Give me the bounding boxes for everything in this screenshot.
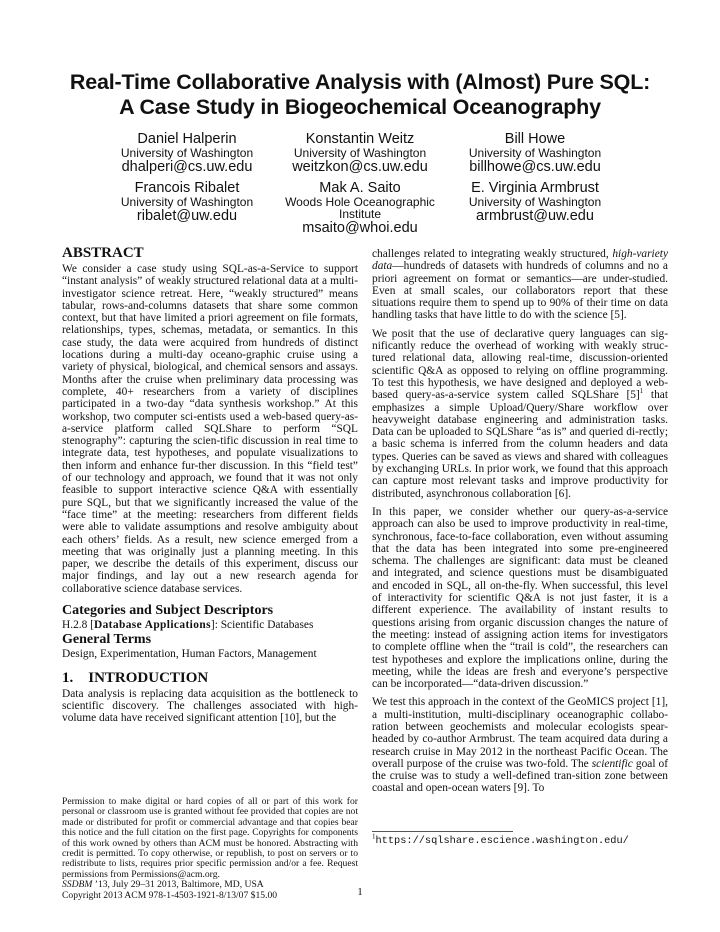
title-line-1: Real-Time Collaborative Analysis with (Almost) Pure SQL: — [69, 70, 651, 94]
footnote-mark[interactable]: 1 — [639, 387, 644, 396]
author-name: Francois Ribalet — [134, 180, 240, 196]
text-run: We test this approach in the context of the GeoMICS project [1], a multi-institution, multi-disciplinary oceanographic collabo-ration between geochemists and molecular ecologists spear-headed by co-author Armbrust. The team acquired data during a research cruise in May 2012 in the northeast Pacific Ocean. The overall purpose of the cruise was two-fold. The — [372, 696, 668, 770]
abstract-heading: ABSTRACT — [62, 245, 144, 261]
category-name: Database Applications — [93, 619, 211, 632]
intro-paragraph-3: In this paper, we consider whether our query-as-a-service approach can also be used to improve productivity in real-time, synchronous, face-to-face collaboration, even without assuming that the data has been integrated into some pre-engineered schema. The challenges are significant: data must be cleaned and integrated, and science questions must be disambiguated and encoded in SQL, all on-the-fly. When successful, this level of interactivity for scientific Q&A is not just faster, it is a different experience. The availability of instant results to questions arising from organic discussion changes the nature of the meeting: instead of assigning action items for investigators to complete offline when the “trail is cold”, the researchers can test hypotheses and explore the implications online, during the meeting, while the ideas are fresh and everyone’s perspective can be incorporated—“data-driven discussion.” — [372, 505, 668, 691]
abstract-text: We consider a case study using SQL-as-a-Service to support “instant analysis” of weakly structured relational data at a multi-investigator science retreat. Here, “weakly structured” means tabular, rows-and-columns datasets that share some common context, but that have limited a priori agreement on file formats, relationships, types, schemas, metadata, or semantics. In this case study, the data were acquired from hundreds of distinct locations during a multi-day oceano-graphic cruise using a variety of physical, biological, and chemical sensors and assays. Months after the cruise when preliminary data processing was complete, 40+ researchers from a variety of disciplines participated in a two-day “data synthesis workshop.” At this workshop, two computer sci-entists used a web-based query-as-a-service platform called SQLShare to perform “SQL stenography”: capturing the scien-tific discussion in real time to integrate data, test hypotheses, and populate visualizations to then inform and enhance fur-ther discussion. In this “field test” of our technology and approach, we found that it was not only feasible to support interactive science Q&A with essentially pure SQL, but that we significantly increased the value of the “face time” at the meeting: researchers from different fields were able to validate assumptions and resolve ambiguity about each others’ fields. As a result, new science emerged from a meeting that was originally just a planning meeting. In this paper, we describe the details of this experiment, discuss our major findings, and lay out a new research agenda for collaborative science database services. — [62, 263, 358, 595]
author-name: Daniel Halperin — [137, 131, 237, 147]
emphasis-text: scientific — [591, 757, 633, 770]
category-subject: ]: Scientific Databases — [210, 619, 314, 632]
author-affiliation: Woods Hole Oceanographic — [285, 195, 435, 209]
categories-text — [62, 619, 358, 631]
author-affiliation: University of Washington — [293, 146, 427, 160]
footnote-number: 1 — [372, 832, 376, 841]
author-name: E. Virginia Armbrust — [471, 180, 599, 196]
author-email[interactable]: ribalet@uw.edu — [136, 208, 238, 224]
introduction-heading: 1. INTRODUCTION — [62, 669, 209, 686]
intro-paragraph-1 — [372, 248, 668, 322]
author-name: Bill Howe — [504, 131, 566, 147]
author-affiliation: University of Washington — [120, 195, 254, 209]
copyright-line: Copyright 2013 ACM 978-1-4503-1921-8/13/07 $15.00 — [62, 889, 278, 901]
author-card — [425, 131, 645, 176]
footnote — [372, 832, 672, 847]
text-run: —hundreds of datasets with hundreds of columns and no a priori agreement on format or semantics—are under-studied. Even at small scales, our collaborators report that these situations require them to spend up to 90% of their time on data handling tasks that have little to do with the science [5]. — [372, 260, 668, 322]
text-run: that emphasizes a simple Upload/Query/Share workflow over heavyweight database engineering and administration tasks. Data can be uploaded to SQLShare “as is” and queried di-rectly; a basic schema is inferred from the column headers and data types. Queries can be saved as views and shared with colleagues by exchanging URLs. In prior work, we found that this approach can capture most relevant tasks and improve productivity for distributed, asynchronous collaboration [6]. — [372, 389, 668, 500]
author-email[interactable]: dhalperi@cs.uw.edu — [121, 159, 253, 175]
venue-name: SSDBM — [62, 879, 93, 891]
introduction-text: Data analysis is replacing data acquisition as the bottleneck to scientific discovery. The challenges associated with high-volume data have received significant attention [10], but the — [62, 687, 358, 725]
author-affiliation-line-2: Institute — [338, 207, 382, 221]
author-email[interactable]: msaito@whoi.edu — [302, 220, 418, 236]
general-terms-text: Design, Experimentation, Human Factors, Management — [62, 648, 317, 661]
left-column — [62, 246, 358, 725]
author-email[interactable]: armbrust@uw.edu — [476, 208, 594, 224]
footnote-divider — [372, 831, 513, 832]
author-email[interactable]: billhowe@cs.uw.edu — [469, 159, 601, 175]
general-terms-heading: General Terms — [62, 632, 152, 648]
author-name: Konstantin Weitz — [305, 131, 415, 147]
page-number: 1 — [357, 886, 363, 898]
categories-heading: Categories and Subject Descriptors — [62, 603, 274, 619]
category-code: H.2.8 [ — [62, 619, 94, 632]
author-affiliation: University of Washington — [120, 146, 254, 160]
venue-details: ’13, July 29–31 2013, Baltimore, MD, USA — [92, 879, 264, 891]
right-column — [372, 248, 668, 795]
title-line-2: A Case Study in Biogeochemical Oceanography — [119, 95, 601, 119]
text-run: We posit that the use of declarative query languages can sig-nificantly reduce the overhead of working with weakly struc-tured relational data, allowing real-time, discussion-oriented scientific Q&A as opposed to relying on offline programming. To test this hypothesis, we have designed and deployed a web-based query-as-a-service system called SQLShare [5] — [372, 327, 668, 402]
intro-paragraph-2 — [372, 328, 668, 500]
author-card — [425, 180, 645, 225]
text-run: goal of the cruise was to study a well-defined tran-sition zone between coastal and open-ocean waters [9]. To — [372, 757, 668, 795]
author-email[interactable]: weitzkon@cs.uw.edu — [292, 159, 428, 175]
author-name: Mak A. Saito — [319, 180, 401, 196]
footnote-url[interactable]: https://sqlshare.escience.washington.edu/ — [375, 835, 629, 847]
author-affiliation: University of Washington — [468, 195, 602, 209]
emphasis-text: high-variety data — [372, 248, 668, 273]
intro-paragraph-4 — [372, 696, 668, 794]
author-affiliation: University of Washington — [468, 146, 602, 160]
paper-title — [0, 70, 720, 120]
text-run: challenges related to integrating weakly structured, — [372, 248, 613, 260]
permission-text: Permission to make digital or hard copies of all or part of this work for personal or classroom use is granted without fee provided that copies are not made or distributed for profit or commercial advantage and that copies bear this notice and the full citation on the first page. Copyrights for components of this work owned by others than ACM must be honored. Abstracting with credit is permitted. To copy otherwise, or republish, to post on servers or to redistribute to lists, requires prior specific permission and/or a fee. Request permissions from Permissions@acm.org. — [62, 796, 358, 880]
